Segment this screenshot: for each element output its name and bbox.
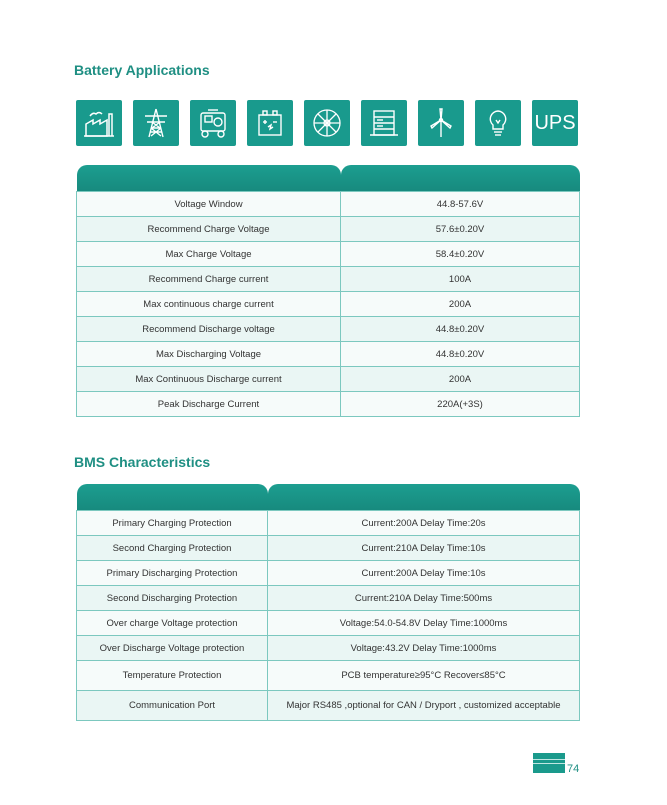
bms-characteristics-title: BMS Characteristics: [74, 454, 211, 470]
battery-applications-title: Battery Applications: [74, 62, 210, 78]
parameter-label: Over charge Voltage protection: [77, 611, 268, 636]
parameter-value: Voltage:43.2V Delay Time:1000ms: [268, 636, 580, 661]
page-number: 74: [567, 763, 580, 775]
header-cell: [341, 165, 580, 191]
table-row: [77, 292, 580, 317]
generator-icon: [190, 100, 236, 146]
parameter-value: 44.8-57.6V: [341, 192, 580, 217]
parameter-value: Major RS485 ,optional for CAN / Dryport , customized acceptable: [268, 691, 580, 721]
parameter-label: Second Charging Protection: [77, 536, 268, 561]
table-row: [77, 536, 580, 561]
wind-turbine-icon: [418, 100, 464, 146]
table-row: [77, 636, 580, 661]
power-tower-icon: [133, 100, 179, 146]
header-cell: [268, 484, 580, 510]
parameter-label: Primary Charging Protection: [77, 511, 268, 536]
parameter-value: Current:210A Delay Time:10s: [268, 536, 580, 561]
header-cell: [77, 165, 341, 191]
page-number-wave: [533, 759, 565, 764]
table-header: [77, 165, 580, 192]
parameter-value: Current:200A Delay Time:20s: [268, 511, 580, 536]
parameter-label: Recommend Discharge voltage: [77, 317, 341, 342]
parameter-value: PCB temperature≥95°C Recover≤85°C: [268, 661, 580, 691]
table-row: [77, 561, 580, 586]
parameter-value: 200A: [341, 292, 580, 317]
ups-label: UPS: [534, 111, 576, 134]
table-row: [77, 511, 580, 536]
table-row: [77, 691, 580, 721]
parameter-value: 44.8±0.20V: [341, 317, 580, 342]
parameter-label: Peak Discharge Current: [77, 392, 341, 417]
parameter-label: Over Discharge Voltage protection: [77, 636, 268, 661]
table-row: [77, 367, 580, 392]
table-row: [77, 342, 580, 367]
solar-wheel-icon: [304, 100, 350, 146]
application-icons-row: [76, 100, 578, 146]
table-row: [77, 661, 580, 691]
parameter-value: Current:200A Delay Time:10s: [268, 561, 580, 586]
table-row: [77, 586, 580, 611]
server-icon: [361, 100, 407, 146]
parameter-label: Max Discharging Voltage: [77, 342, 341, 367]
table-row: [77, 392, 580, 417]
battery-applications-table: [76, 165, 580, 417]
header-cell: [77, 484, 268, 510]
parameter-value: 58.4±0.20V: [341, 242, 580, 267]
parameter-value: Current:210A Delay Time:500ms: [268, 586, 580, 611]
parameter-value: 100A: [341, 267, 580, 292]
parameter-value: 200A: [341, 367, 580, 392]
parameter-label: Second Discharging Protection: [77, 586, 268, 611]
parameter-label: Primary Discharging Protection: [77, 561, 268, 586]
parameter-label: Max continuous charge current: [77, 292, 341, 317]
parameter-label: Max Continuous Discharge current: [77, 367, 341, 392]
bms-characteristics-table: [76, 484, 580, 721]
factory-icon: [76, 100, 122, 146]
table-row: [77, 192, 580, 217]
parameter-value: 44.8±0.20V: [341, 342, 580, 367]
parameter-value: 220A(+3S): [341, 392, 580, 417]
parameter-label: Temperature Protection: [77, 661, 268, 691]
battery-storage-icon: [247, 100, 293, 146]
table-row: [77, 611, 580, 636]
table-row: [77, 217, 580, 242]
table-row: [77, 242, 580, 267]
parameter-value: Voltage:54.0-54.8V Delay Time:1000ms: [268, 611, 580, 636]
table-header: [77, 484, 580, 511]
table-row: [77, 317, 580, 342]
parameter-label: Recommend Charge current: [77, 267, 341, 292]
parameter-label: Recommend Charge Voltage: [77, 217, 341, 242]
parameter-label: Max Charge Voltage: [77, 242, 341, 267]
bulb-icon: [475, 100, 521, 146]
parameter-label: Communication Port: [77, 691, 268, 721]
parameter-label: Voltage Window: [77, 192, 341, 217]
parameter-value: 57.6±0.20V: [341, 217, 580, 242]
ups-icon: [532, 100, 578, 146]
table-row: [77, 267, 580, 292]
